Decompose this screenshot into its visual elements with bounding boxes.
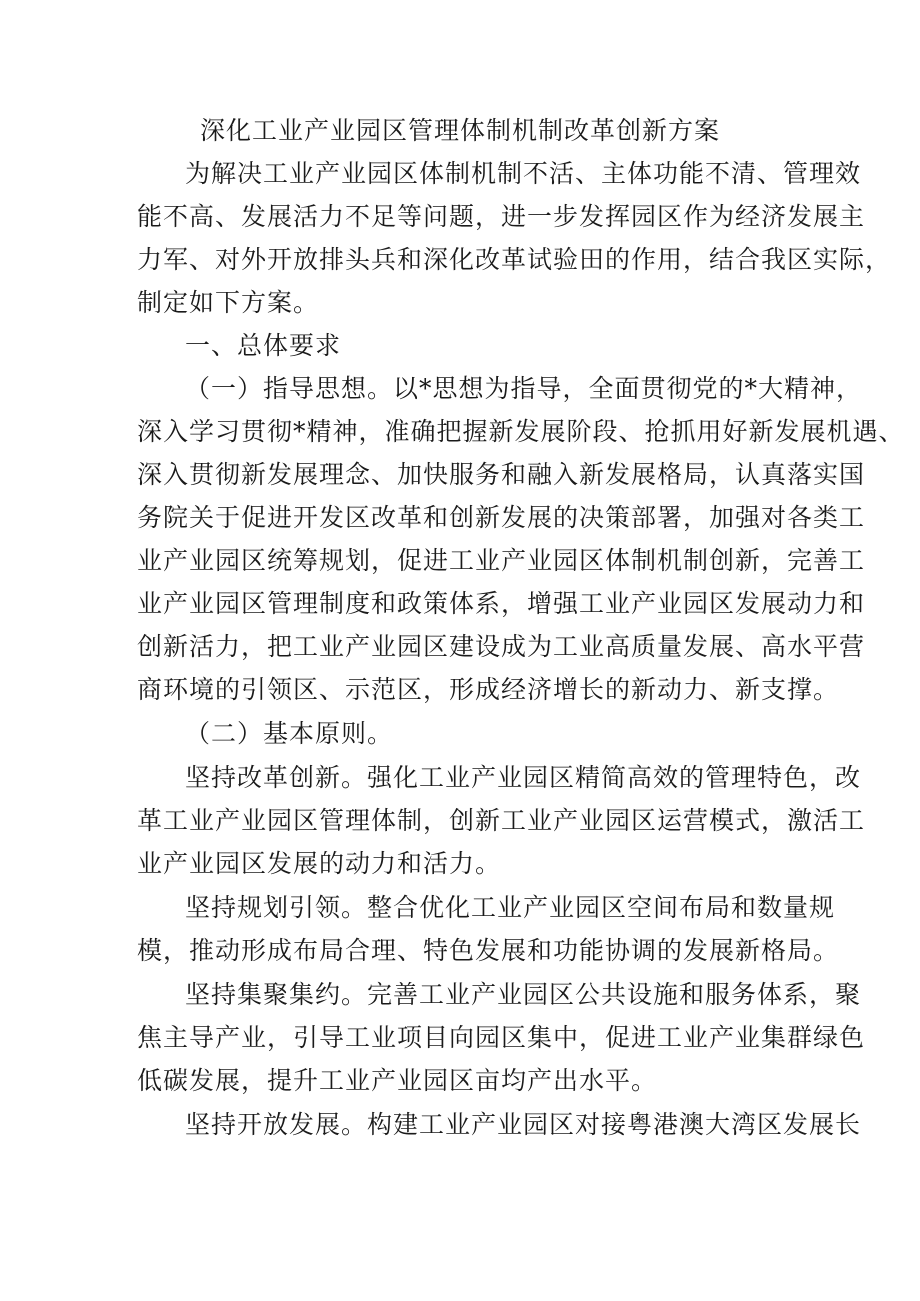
section-heading: 一、总体要求 bbox=[185, 331, 342, 360]
paragraph-line: 商环境的引领区、示范区，形成经济增长的新动力、新支撑。 bbox=[137, 675, 840, 704]
paragraph-line: 低碳发展，提升工业产业园区亩均产出水平。 bbox=[137, 1066, 658, 1095]
document-title: 深化工业产业园区管理体制机制改革创新方案 bbox=[199, 116, 720, 145]
paragraph-line: 制定如下方案。 bbox=[137, 288, 320, 317]
paragraph-line: 为解决工业产业园区体制机制不活、主体功能不清、管理效 bbox=[185, 159, 862, 188]
paragraph-line: 深入学习贯彻*精神，准确把握新发展阶段、抢抓用好新发展机遇、 bbox=[137, 417, 905, 446]
paragraph-line: 坚持规划引领。整合优化工业产业园区空间布局和数量规 bbox=[185, 893, 836, 922]
paragraph-line: 务院关于促进开发区改革和创新发展的决策部署，加强对各类工 bbox=[137, 503, 866, 532]
paragraph-line: 力军、对外开放排头兵和深化改革试验田的作用，结合我区实际， bbox=[137, 245, 892, 274]
paragraph-line: 业产业园区统筹规划，促进工业产业园区体制机制创新，完善工 bbox=[137, 546, 866, 575]
paragraph-line: 焦主导产业，引导工业项目向园区集中，促进工业产业集群绿色 bbox=[137, 1023, 866, 1052]
paragraph-line: 坚持开放发展。构建工业产业园区对接粤港澳大湾区发展长 bbox=[185, 1110, 862, 1139]
paragraph-line: 坚持集聚集约。完善工业产业园区公共设施和服务体系，聚 bbox=[185, 980, 862, 1009]
paragraph-line: 模，推动形成布局合理、特色发展和功能协调的发展新格局。 bbox=[137, 936, 840, 965]
paragraph-line: 创新活力，把工业产业园区建设成为工业高质量发展、高水平营 bbox=[137, 632, 866, 661]
paragraph-line: （一）指导思想。以*思想为指导，全面贯彻党的*大精神， bbox=[185, 374, 863, 403]
paragraph-line: 革工业产业园区管理体制，创新工业产业园区运营模式，激活工 bbox=[137, 806, 866, 835]
paragraph-line: 业产业园区管理制度和政策体系，增强工业产业园区发展动力和 bbox=[137, 589, 866, 618]
paragraph-line: 深入贯彻新发展理念、加快服务和融入新发展格局，认真落实国 bbox=[137, 460, 866, 489]
paragraph-line: 坚持改革创新。强化工业产业园区精简高效的管理特色，改 bbox=[185, 763, 862, 792]
subsection-heading: （二）基本原则。 bbox=[185, 719, 394, 748]
paragraph-line: 能不高、发展活力不足等问题，进一步发挥园区作为经济发展主 bbox=[137, 202, 866, 231]
paragraph-line: 业产业园区发展的动力和活力。 bbox=[137, 849, 502, 878]
